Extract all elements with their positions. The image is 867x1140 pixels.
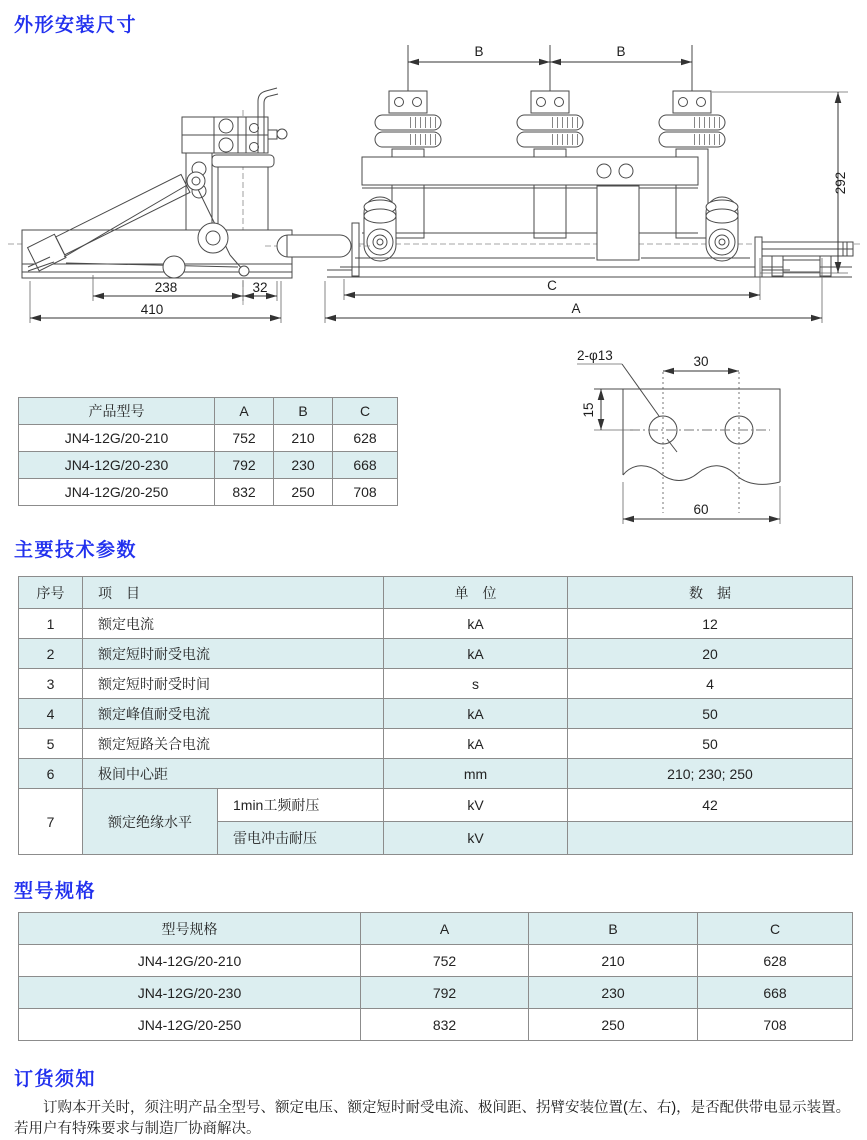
cell-no: 5 [19,729,83,759]
cell-value: 42 [568,789,853,822]
cell: 628 [333,425,398,452]
cell-unit: kA [384,699,568,729]
cell: 250 [529,1009,698,1041]
cell-subitem: 雷电冲击耐压 [218,822,384,855]
dim-label-60: 60 [693,502,709,517]
cell: 752 [215,425,274,452]
cell-value: 50 [568,699,853,729]
header-cell: C [333,398,398,425]
cell-no: 7 [19,789,83,855]
table-row [19,452,398,479]
table-row [19,425,398,452]
header-cell: 项 目 [83,577,384,609]
cell: 832 [361,1009,529,1041]
hole-callout-label: 2-φ13 [577,348,613,363]
cell-model: JN4-12G/20-230 [19,977,361,1009]
cell: 230 [529,977,698,1009]
cell-model: JN4-12G/20-250 [19,1009,361,1041]
cell: 792 [361,977,529,1009]
dim-label-c: C [547,278,557,293]
cell-item: 额定短路关合电流 [83,729,384,759]
cell: 628 [698,945,853,977]
figure-zone [0,37,867,531]
cell: 668 [333,452,398,479]
cell-item: 额定绝缘水平 [83,789,218,855]
cell-no: 1 [19,609,83,639]
cell-item: 额定峰值耐受电流 [83,699,384,729]
cell: 210 [529,945,698,977]
cell-subitem: 1min工频耐压 [218,789,384,822]
dim-label-15: 15 [581,402,596,418]
dimension-table [18,397,398,506]
header-cell: 型号规格 [19,913,361,945]
cell-item: 额定短时耐受时间 [83,669,384,699]
cell-unit: kV [384,789,568,822]
cell-unit: kV [384,822,568,855]
cell-item: 极间中心距 [83,759,384,789]
table-row [19,789,853,822]
cell: 668 [698,977,853,1009]
cell: 210 [274,425,333,452]
cell-item: 额定电流 [83,609,384,639]
cell-model: JN4-12G/20-210 [19,945,361,977]
header-cell: 序号 [19,577,83,609]
table-row [19,479,398,506]
cell-no: 4 [19,699,83,729]
ordering-note: 订购本开关时，须注明产品全型号、额定电压、额定短时耐受电流、极间距、拐臂安装位置(左、右)，是否配供带电显示装置。若用户有特殊要求与制造厂协商解决。 [14,1100,851,1138]
model-table [18,912,853,1041]
cell-unit: s [384,669,568,699]
section-title-parameters: 主要技术参数 [14,540,138,561]
header-cell: 单 位 [384,577,568,609]
header-cell: B [274,398,333,425]
table-header-row [19,913,853,945]
header-cell: 产品型号 [19,398,215,425]
dim-label-a: A [571,301,581,316]
table-row [19,1009,853,1041]
cell-unit: kA [384,639,568,669]
dim-label-30: 30 [693,354,709,369]
cell-no: 3 [19,669,83,699]
cell: 230 [274,452,333,479]
cell-no: 2 [19,639,83,669]
side-view-drawing [22,88,292,323]
header-cell: A [361,913,529,945]
cell-unit: mm [384,759,568,789]
parameter-table [18,576,853,855]
dim-label-32: 32 [252,280,268,295]
cell-no: 6 [19,759,83,789]
header-cell: 数 据 [568,577,853,609]
header-cell: B [529,913,698,945]
section-title-outline-dimensions: 外形安装尺寸 [14,15,138,36]
table-row [19,977,853,1009]
cell-unit: kA [384,729,568,759]
section-title-models: 型号规格 [14,881,97,902]
cell: 792 [215,452,274,479]
header-cell: C [698,913,853,945]
cell-value: 4 [568,669,853,699]
dim-label-292: 292 [833,171,848,195]
cell: 250 [274,479,333,506]
dim-label-b2: B [616,44,626,59]
cell-value: 50 [568,729,853,759]
table-row [19,609,853,639]
dim-label-410: 410 [140,302,164,317]
cell-model: JN4-12G/20-230 [19,452,215,479]
header-cell: A [215,398,274,425]
cell-value [568,822,853,855]
front-view-drawing [265,44,853,323]
cell: 708 [698,1009,853,1041]
cell-model: JN4-12G/20-210 [19,425,215,452]
cell-unit: kA [384,609,568,639]
dim-label-b1: B [474,44,484,59]
hole-detail-drawing [577,348,780,524]
cell-model: JN4-12G/20-250 [19,479,215,506]
cell: 832 [215,479,274,506]
cell-value: 20 [568,639,853,669]
table-row [19,759,853,789]
cell-item: 额定短时耐受电流 [83,639,384,669]
cell: 752 [361,945,529,977]
table-row [19,699,853,729]
dim-label-238: 238 [154,280,178,295]
section-title-ordering: 订货须知 [14,1069,97,1090]
cell: 708 [333,479,398,506]
table-header-row [19,398,398,425]
cell-value: 12 [568,609,853,639]
table-row [19,639,853,669]
table-row [19,945,853,977]
cell-value: 210; 230; 250 [568,759,853,789]
table-row [19,729,853,759]
table-row [19,669,853,699]
table-header-row [19,577,853,609]
